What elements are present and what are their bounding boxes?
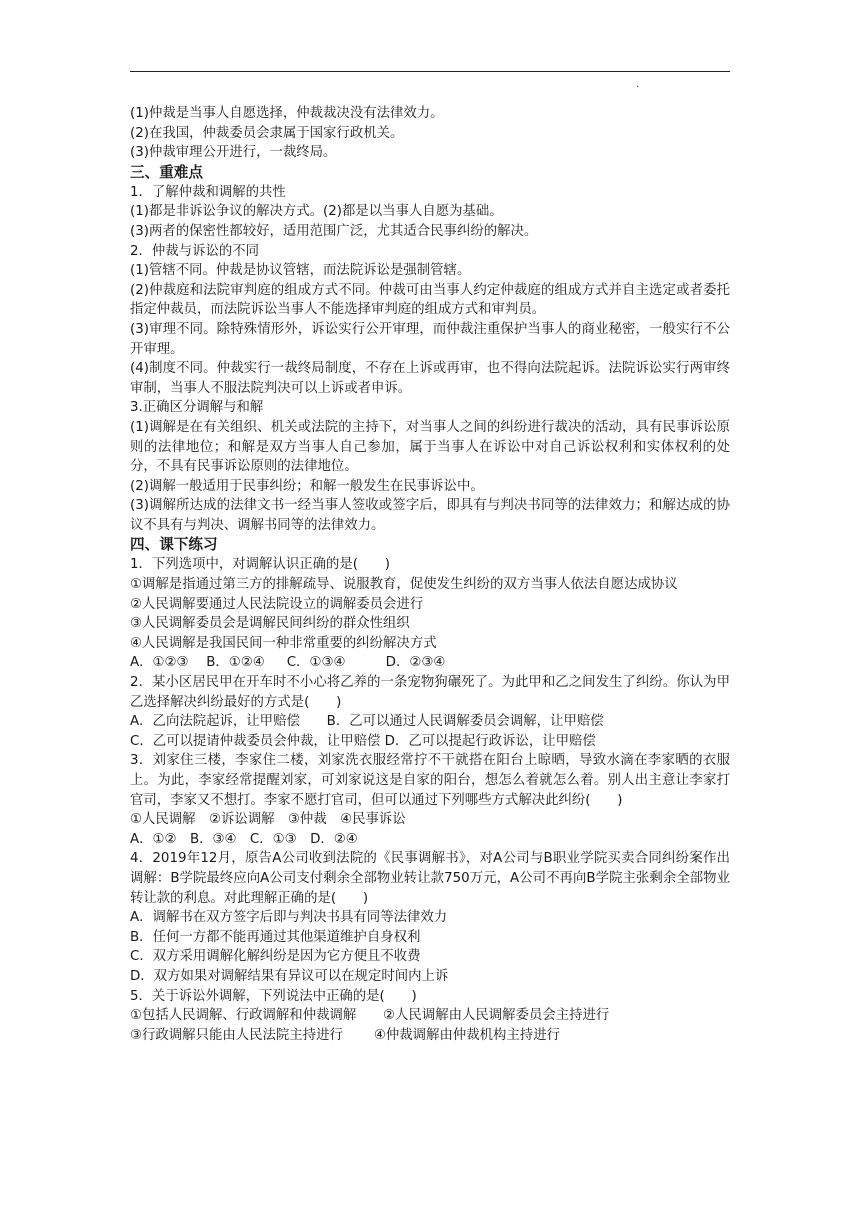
statement-2: (2)在我国，仲裁委员会隶属于国家行政机关。 xyxy=(130,125,404,141)
section-heading-key-points: 三、重难点 xyxy=(130,163,203,181)
question-4-stem: 4．2019年12月，原告A公司收到法院的《民事调解书》，对A公司与B职业学院买卖合同纠纷案作出调解：B学院最终应向A公司支付剩余全部物业转让款750万元，A公司不再向B学院主张剩余全部物业转让款的利息。对此理解正确的是( ) xyxy=(130,851,730,906)
key-point-1-a: (1)都是非诉讼争议的解决方式。(2)都是以当事人自愿为基础。 xyxy=(130,204,503,220)
key-point-2-a: (1)管辖不同。仲裁是协议管辖，而法院诉讼是强制管辖。 xyxy=(130,263,471,279)
key-point-3-b: (2)调解一般适用于民事纠纷；和解一般发生在民事诉讼中。 xyxy=(130,478,484,494)
question-5-items-row-2: ③行政调解只能由人民法院主持进行 ④仲裁调解由仲裁机构主持进行 xyxy=(130,1027,560,1043)
key-point-2-b: (2)仲裁庭和法院审判庭的组成方式不同。仲裁可由当事人约定仲裁庭的组成方式并自主选定或者委托指定仲裁员，而法院诉讼当事人不能选择审判庭的组成方式和审判员。 xyxy=(130,282,730,318)
question-3-options: A．①② B．③④ C．①③ D．②④ xyxy=(130,831,358,847)
key-point-3-title: 3.正确区分调解与和解 xyxy=(130,400,264,416)
question-1-options: A．①②③ B．①②④ C．①③④ D．②③④ xyxy=(130,655,446,671)
key-point-1-title: 1．了解仲裁和调解的共性 xyxy=(130,184,286,200)
statement-1: (1)仲裁是当事人自愿选择，仲裁裁决没有法律效力。 xyxy=(130,106,444,121)
statement-3: (3)仲裁审理公开进行，一裁终局。 xyxy=(130,145,337,161)
key-point-1-b: (3)两者的保密性都较好，适用范围广泛，尤其适合民事纠纷的解决。 xyxy=(130,223,538,239)
section-heading-exercises: 四、课下练习 xyxy=(130,536,218,554)
question-1-stem: 1．下列选项中，对调解认识正确的是( ) xyxy=(130,557,390,573)
header-mark: . xyxy=(636,79,640,90)
document-body xyxy=(130,104,730,1045)
question-1-item-2: ②人民调解要通过人民法院设立的调解委员会进行 xyxy=(130,596,424,612)
question-5-items-row-1: ①包括人民调解、行政调解和仲裁调解 ②人民调解由人民调解委员会主持进行 xyxy=(130,1008,610,1024)
key-point-3-a: (1)调解是在有关组织、机关或法院的主持下，对当事人之间的纠纷进行裁决的活动，具有民事诉讼原则的法律地位；和解是双方当事人自己参加，属于当事人在诉讼中对自己诉讼权利和实体权利的处分，不具有民事诉讼原则的法律地位。 xyxy=(130,419,730,475)
question-4-option-c: C．双方采用调解化解纠纷是因为它方便且不收费 xyxy=(130,949,421,965)
question-4-option-a: A．调解书在双方签字后即与判决书具有同等法律效力 xyxy=(130,910,448,926)
key-point-3-c: (3)调解所达成的法律文书一经当事人签收或签字后，即具有与判决书同等的法律效力；和解达成的协议不具有与判决、调解书同等的法律效力。 xyxy=(130,498,730,533)
key-point-2-c: (3)审理不同。除特殊情形外，诉讼实行公开审理，而仲裁注重保护当事人的商业秘密，一般实行不公开审理。 xyxy=(130,321,730,357)
question-1-item-1: ①调解是指通过第三方的排解疏导、说服教育，促使发生纠纷的双方当事人依法自愿达成协议 xyxy=(130,577,678,593)
header-rule xyxy=(130,71,730,72)
key-point-2-title: 2．仲裁与诉讼的不同 xyxy=(130,243,260,259)
question-2-stem: 2．某小区居民甲在开车时不小心将乙养的一条宠物狗碾死了。为此甲和乙之间发生了纠纷。你认为甲乙选择解决纠纷最好的方式是( ) xyxy=(130,675,730,710)
question-5-stem: 5．关于诉讼外调解，下列说法中正确的是( ) xyxy=(130,988,417,1004)
question-4-option-d: D．双方如果对调解结果有异议可以在规定时间内上诉 xyxy=(130,968,449,984)
question-3-items: ①人民调解 ②诉讼调解 ③仲裁 ④民事诉讼 xyxy=(130,812,406,828)
key-point-2-d: (4)制度不同。仲裁实行一裁终局制度，不存在上诉或再审，也不得向法院起诉。法院诉讼实行两审终审制，当事人不服法院判决可以上诉或者申诉。 xyxy=(130,361,730,396)
question-1-item-3: ③人民调解委员会是调解民间纠纷的群众性组织 xyxy=(130,616,410,632)
question-1-item-4: ④人民调解是我国民间一种非常重要的纠纷解决方式 xyxy=(130,635,437,651)
question-2-options-cd: C．乙可以提请仲裁委员会仲裁，让甲赔偿 D．乙可以提起行政诉讼，让甲赔偿 xyxy=(130,733,596,749)
question-2-options-ab: A．乙向法院起诉，让甲赔偿 B．乙可以通过人民调解委员会调解，让甲赔偿 xyxy=(130,714,604,730)
question-3-stem: 3．刘家住三楼，李家住二楼，刘家洗衣服经常拧不干就搭在阳台上晾晒，导致水滴在李家晒的衣服上。为此，李家经常提醒刘家，可刘家说这是自家的阳台，想怎么着就怎么着。别人出主意让李家打官司，李家又不想打。李家不愿打官司，但可以通过下列哪些方式解决此纠纷( ) xyxy=(130,753,730,808)
question-4-option-b: B．任何一方都不能再通过其他渠道维护自身权利 xyxy=(130,929,421,945)
